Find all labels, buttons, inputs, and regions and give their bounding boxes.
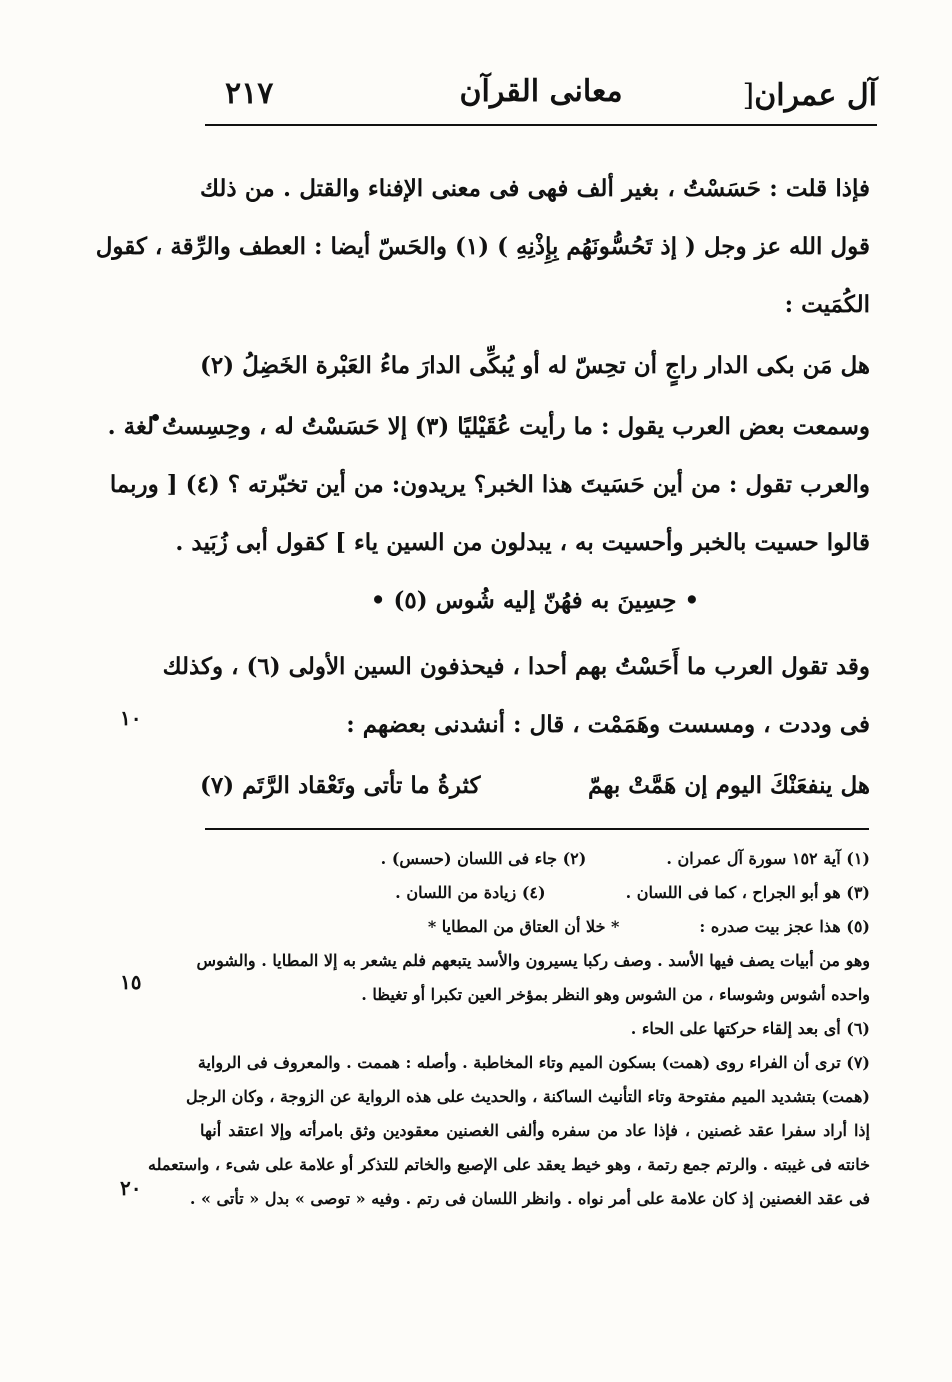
page-header (205, 68, 877, 124)
text-line-6: قالوا حسيت بالخبر وأحسيت به ، يبدلون من السين ياء ] كقول أبى زُبَيد . (175, 529, 870, 556)
header-bracket: [ (742, 78, 755, 113)
footnote-3: (٣) هو أبو الجراح ، كما فى اللسان . (625, 883, 870, 902)
verse-2: • حِسِينَ به فهُنّ إليه شُوس (٥) • (370, 587, 700, 614)
text-line-8: فى وددت ، ومسست وهَمَمْت ، قال : أنشدنى بعضهم : (346, 711, 870, 738)
verse-3-second-half: كثرةُ ما تأتى وتَعْقاد الرَّتَم (٧) (200, 772, 481, 799)
footnote-6: (٦) أى بعد إلقاء حركتها على الحاء . (630, 1019, 870, 1038)
sura-title (737, 78, 877, 113)
footnote-4: (٤) زيادة من اللسان . (395, 883, 546, 902)
text-line-5: والعرب تقول : من أين حَسَيتَ هذا الخبر؟ يريدون: من أين تخبّرته ؟ (٤) [ وربما (109, 471, 870, 498)
verse-3 (200, 754, 870, 818)
footnote-rule (205, 828, 869, 830)
text-line-7: وقد تقول العرب ما أَحَسْتُ بهم أحدا ، فيحذفون السين الأولى (٦) ، وكذلك (162, 653, 870, 680)
footnote-2: (٢) جاء فى اللسان (حسس) . (380, 849, 587, 868)
footnote-7-line-5: فى عقد الغصنين إذ كان علامة على أمر نواه . وانظر اللسان فى رتم . وفيه « توصى » بدل « تأتى » . (189, 1189, 870, 1208)
verse-1 (200, 334, 870, 398)
footnote-row-2 (200, 876, 870, 910)
footnote-row-1 (200, 842, 870, 876)
footnote-7-line-1: (٧) ترى أن الفراء روى (همت) بسكون الميم وتاء المخاطبة . وأصله : هممت . والمعروف فى الرواية (197, 1053, 870, 1072)
book-title: معانى القرآن (459, 74, 623, 109)
footnote-5-line-3: واحده أشوس وشوساء ، من الشوس وهو النظر بمؤخر العين تكبرا أو تغيظا . (361, 985, 870, 1004)
footnote-7-line-4: خانته فى غيبته . والرتم جمع رتمة ، وهو خيط يعقد على الإصبع والخاتم للتذكر أو علامة على شىء ، واستعمله (148, 1155, 870, 1174)
text-line-1: فإذا قلت : حَسَسْتُ ، بغير ألف فهى فى معنى الإفناء والقتل . من ذلك (200, 175, 870, 202)
sura-name: آل عمران (754, 78, 877, 113)
line-number-10: ١٠ (120, 706, 142, 730)
footnote-1: (١) آية ١٥٢ سورة آل عمران . (666, 849, 870, 868)
footnotes (148, 842, 870, 1216)
verse-1-second-half: أو يُبكِّى الدارَ ماءُ العَبْرة الخَضِلُ (٢) (200, 352, 540, 379)
header-rule (205, 124, 877, 126)
verse-3-first-half: هل ينفعَنْكَ اليوم إن هَمَّتْ بهمّ (587, 772, 870, 799)
line-number-15: ١٥ (120, 970, 142, 994)
text-line-4: وسمعت بعض العرب يقول : ما رأيت عُقَيْليًا (٣) إلا حَسَسْتُ له ، وحِسِستُ لغة . (107, 413, 870, 440)
footnote-row-3 (200, 910, 870, 944)
footnote-5-intro: (٥) هذا عجز بيت صدره : (699, 917, 870, 936)
footnote-5-line-2: وهو من أبيات يصف فيها الأسد . وصف ركبا يسيرون والأسد يتبعهم فلم يشعر به إلا المطايا . والشوس (196, 951, 870, 970)
verse-1-first-half: هل مَن بكى الدار راجٍ أن تحِسّ له (547, 352, 870, 379)
line-number-20: ٢٠ (120, 1176, 142, 1200)
footnote-7-line-2: (همت) بتشديد الميم مفتوحة وتاء التأنيث الساكنة ، والحديث على هذه الرواية عن الزوجة ، وكان الرجل (185, 1087, 870, 1106)
footnote-5-verse: * خلا أن العتاق من المطايا * (427, 917, 620, 936)
text-line-2: قول الله عز وجل ( إذ تَحُسُّونَهُم بِإِذْنِهِ ) (١) والحَسّ أيضا : العطف والرِّقة ، كقول (95, 233, 870, 260)
page-number: ٢١٧ (225, 76, 274, 111)
text-line-3: الكُمَيت : (784, 291, 870, 318)
footnote-7-line-3: إذا أراد سفرا عقد غصنين ، فإذا عاد من سفره وألفى الغصنين معقودين وثق بامرأته وإلا اعتقد أنها (200, 1121, 870, 1140)
